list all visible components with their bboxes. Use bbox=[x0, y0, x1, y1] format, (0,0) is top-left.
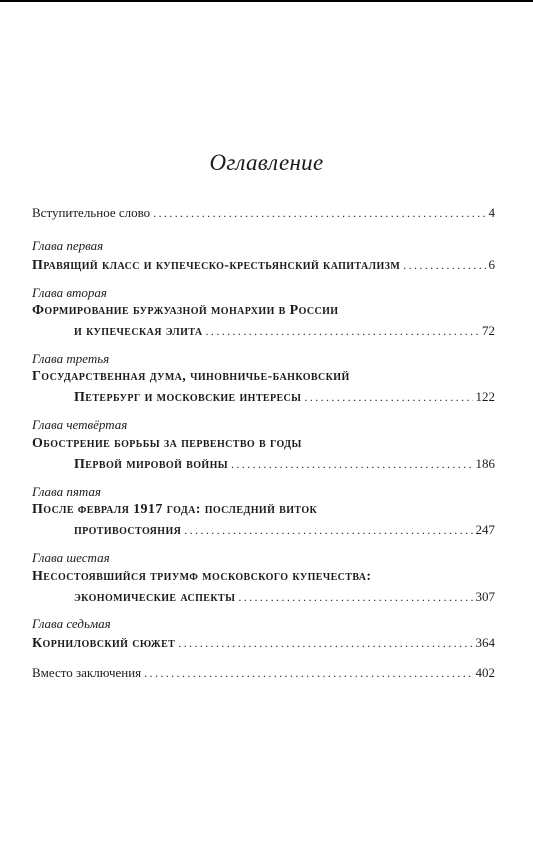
dot-leader bbox=[144, 666, 472, 681]
chapter-heading: Несостоявшийся триумф московского купечества: bbox=[32, 569, 372, 584]
toc-entry-conclusion[interactable] bbox=[32, 665, 495, 685]
toc-entry-chapter-1[interactable] bbox=[32, 257, 495, 277]
chapter-heading: После февраля 1917 года: последний виток bbox=[32, 502, 318, 517]
dot-leader bbox=[403, 258, 485, 273]
toc-entry-label: Вступительное слово bbox=[32, 205, 151, 220]
toc-entry-chapter-5-line-1[interactable] bbox=[32, 502, 495, 522]
dot-leader bbox=[231, 457, 473, 472]
chapter-heading-continuation: экономические аспекты bbox=[74, 590, 236, 605]
toc-entry-chapter-4-line-2[interactable] bbox=[74, 456, 495, 476]
toc-entry-chapter-3-line-1[interactable] bbox=[32, 369, 495, 389]
toc-entry-chapter-7[interactable] bbox=[32, 635, 495, 655]
toc-entry-chapter-3-line-2[interactable] bbox=[74, 389, 495, 409]
chapter-heading-continuation: Первой мировой войны bbox=[74, 457, 228, 472]
toc-page-number: 307 bbox=[475, 589, 495, 604]
dot-leader bbox=[238, 590, 472, 605]
chapter-label: Глава вторая bbox=[32, 285, 107, 300]
toc-title: Оглавление bbox=[209, 150, 324, 175]
chapter-heading-continuation: противостояния bbox=[74, 523, 182, 538]
dot-leader bbox=[206, 324, 479, 339]
chapter-label: Глава четвёртая bbox=[32, 417, 128, 432]
chapter-heading: Правящий класс и купеческо-крестьянский капитализм bbox=[32, 258, 401, 273]
chapter-heading: Формирование буржуазной монархии в России bbox=[32, 303, 339, 318]
toc-page-number: 6 bbox=[488, 257, 495, 272]
dot-leader bbox=[304, 390, 472, 405]
chapter-heading-continuation: Петербург и московские интересы bbox=[74, 390, 302, 405]
chapter-heading: Обострение борьбы за первенство в годы bbox=[32, 436, 302, 451]
toc-page-number: 402 bbox=[475, 665, 495, 680]
dot-leader bbox=[184, 523, 472, 538]
chapter-label: Глава третья bbox=[32, 351, 110, 366]
chapter-label: Глава первая bbox=[32, 238, 104, 253]
toc-entry-intro[interactable] bbox=[32, 205, 495, 225]
chapter-heading: Государственная дума, чиновничье-банковский bbox=[32, 369, 350, 384]
chapter-label: Глава седьмая bbox=[32, 616, 111, 631]
toc-page-number: 122 bbox=[475, 389, 495, 404]
toc-entry-chapter-6-line-1[interactable] bbox=[32, 569, 495, 589]
toc-page-number: 364 bbox=[475, 635, 495, 650]
toc-entry-chapter-4-line-1[interactable] bbox=[32, 436, 495, 456]
chapter-label: Глава пятая bbox=[32, 484, 101, 499]
toc-entry-label: Вместо заключения bbox=[32, 665, 142, 680]
dot-leader bbox=[178, 636, 472, 651]
chapter-heading: Корниловский сюжет bbox=[32, 636, 176, 651]
toc-page-number: 186 bbox=[475, 456, 495, 471]
chapter-heading-continuation: и купеческая элита bbox=[74, 324, 203, 339]
toc-entry-chapter-2-line-2[interactable] bbox=[74, 323, 495, 343]
dot-leader bbox=[153, 206, 485, 221]
chapter-label: Глава шестая bbox=[32, 550, 110, 565]
top-border-line bbox=[0, 0, 533, 2]
toc-entry-chapter-5-line-2[interactable] bbox=[74, 522, 495, 542]
toc-entry-chapter-2-line-1[interactable] bbox=[32, 303, 495, 323]
toc-page-number: 4 bbox=[488, 205, 495, 220]
toc-page-number: 247 bbox=[475, 522, 495, 537]
toc-page-number: 72 bbox=[482, 323, 495, 338]
toc-entry-chapter-6-line-2[interactable] bbox=[74, 589, 495, 609]
